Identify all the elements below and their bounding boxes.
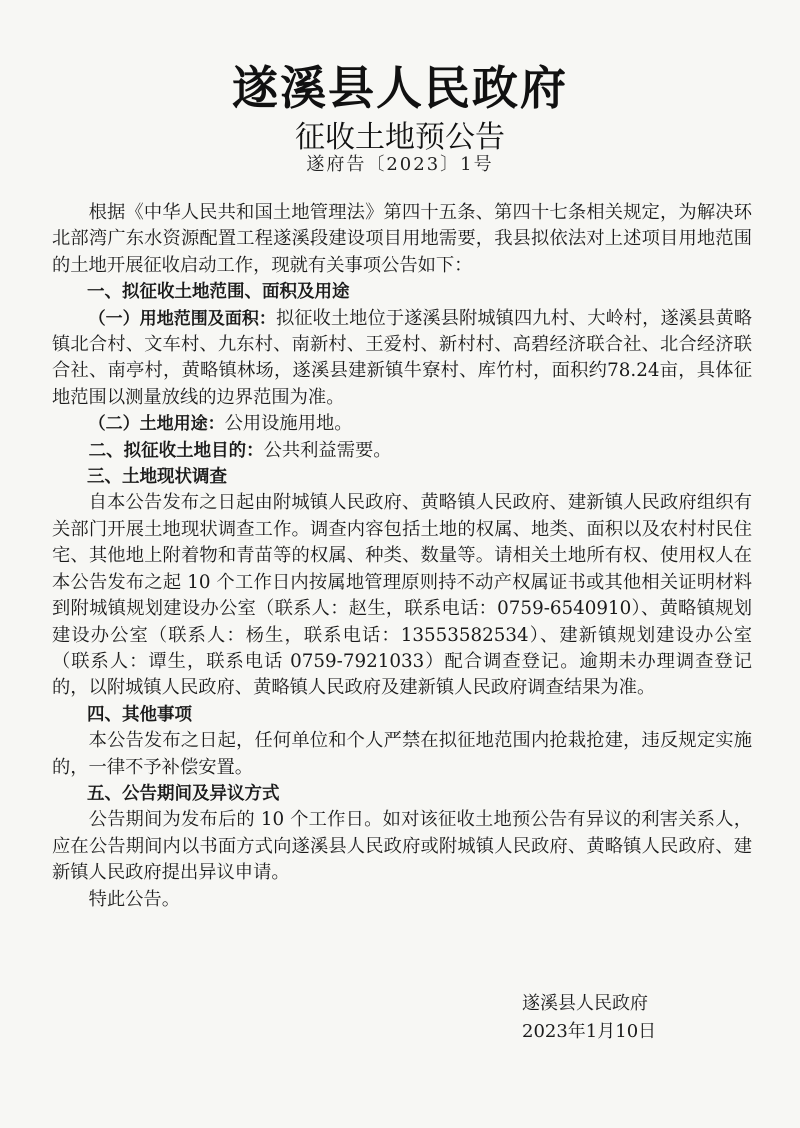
document-subtitle: 征收土地预公告 xyxy=(295,120,505,155)
section-4-paragraph: 本公告发布之日起，任何单位和个人严禁在拟征地范围内抢栽抢建，违反规定实施的，一律不予补偿安置。 xyxy=(52,730,752,778)
section-4-heading: 四、其他事项 xyxy=(87,704,192,725)
section-1-2-paragraph xyxy=(52,411,752,437)
section-1-2-label: （二）土地用途： xyxy=(88,414,225,435)
issue-date: 2023年1月10日 xyxy=(522,1021,657,1042)
signature-block xyxy=(522,990,656,1046)
intro-paragraph: 根据《中华人民共和国土地管理法》第四十五条、第四十七条相关规定，为解决环北部湾广东水资源配置工程遂溪段建设项目用地需要，我县拟依法对上述项目用地范围的土地开展征收启动工作，现就有关事项公告如下： xyxy=(52,202,752,276)
section-1-1-paragraph xyxy=(52,306,752,412)
document-number: 遂府告〔2023〕1号 xyxy=(306,154,494,175)
section-5-paragraph: 公告期间为发布后的 10 个工作日。如对该征收土地预公告有异议的利害关系人，应在公告期间内以书面方式向遂溪县人民政府或附城镇人民政府、黄略镇人民政府、建新镇人民政府提出异议申请。 xyxy=(52,809,752,884)
document-title: 遂溪县人民政府 xyxy=(232,61,568,115)
section-5-heading: 五、公告期间及异议方式 xyxy=(87,783,280,804)
section-1-1-label: （一）用地范围及面积： xyxy=(88,308,276,329)
section-2-heading: 二、拟征收土地目的： xyxy=(88,440,264,461)
section-2-paragraph xyxy=(52,438,752,464)
issuer-name: 遂溪县人民政府 xyxy=(522,993,648,1014)
section-3-heading: 三、土地现状调查 xyxy=(87,467,227,488)
section-1-2-text: 公用设施用地。 xyxy=(224,413,353,435)
document-body xyxy=(52,200,752,913)
section-1-1-text: 拟征收土地位于遂溪县附城镇四九村、大岭村，遂溪县黄略镇北合村、文车村、九东村、南新村、王爱村、新村村、高碧经济联合社、北合经济联合社、南亭村，黄略镇林场，遂溪县建新镇牛寮村、库竹村，面积约78.24亩，具体征地范围以测量放线的边界范围为准。 xyxy=(52,307,753,408)
section-2-text: 公共利益需要。 xyxy=(263,439,392,461)
section-1-heading: 一、拟征收土地范围、面积及用途 xyxy=(87,282,350,303)
closing-line: 特此公告。 xyxy=(88,888,180,910)
section-3-paragraph: 自本公告发布之日起由附城镇人民政府、黄略镇人民政府、建新镇人民政府组织有关部门开展土地现状调查工作。调查内容包括土地的权属、地类、面积以及农村村民住宅、其他地上附着物和青苗等的权属、种类、数量等。请相关土地所有权、使用权人在本公告发布之起 10 个工作日内按属地管理原则持不动产权属证书或其他相关证明材料到附城镇规划建设办公室（联系人：赵生，联系电话：0759-6540910）、黄略镇规划建设办公室（联系人：杨生，联系电话：13553582534）、建新镇规划建设办公室（联系人：谭生，联系电话 0759-7921033）配合调查登记。逾期未办理调查登记的，以附城镇人民政府、黄略镇人民政府及建新镇人民政府调查结果为准。 xyxy=(52,492,752,699)
